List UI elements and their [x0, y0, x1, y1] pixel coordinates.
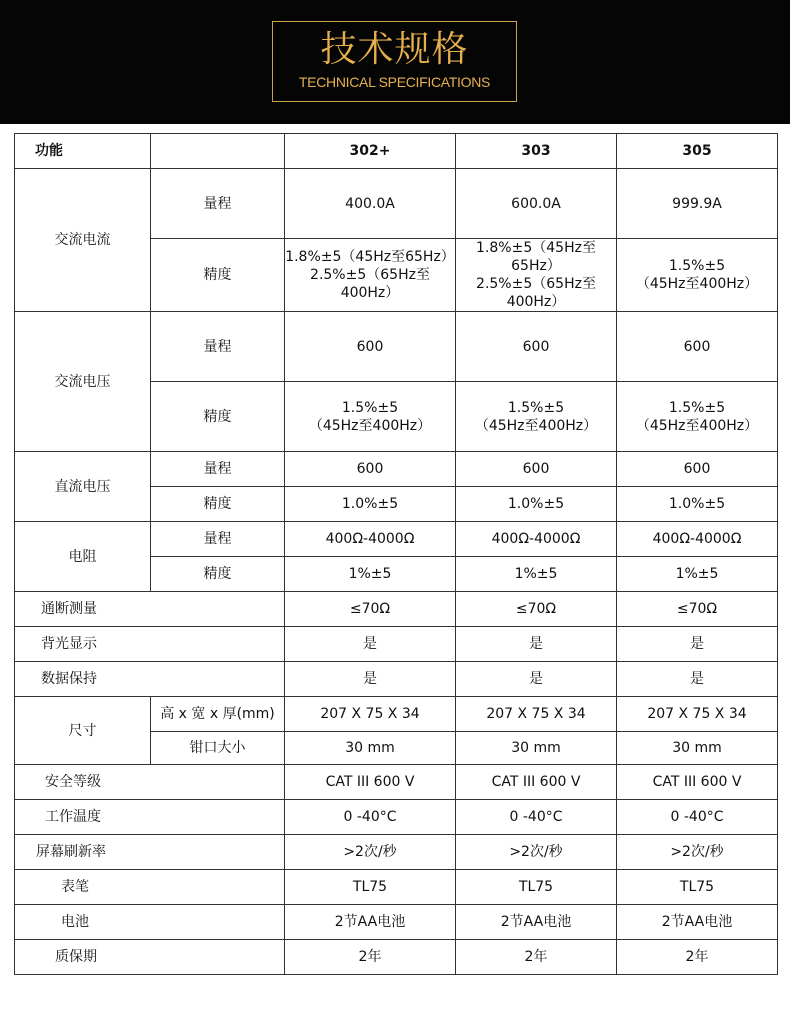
table-cell: 207 X 75 X 34 — [285, 697, 456, 732]
table-cell: 600 — [617, 312, 778, 382]
probe-label: 表笔 — [15, 870, 285, 905]
table-cell: CAT III 600 V — [456, 765, 617, 800]
table-cell: 0 -40°C — [617, 800, 778, 835]
table-row — [15, 522, 778, 557]
table-cell: 30 mm — [285, 732, 456, 765]
header-model-302plus: 302+ — [285, 134, 456, 169]
table-row — [15, 870, 778, 905]
ac-voltage-accuracy-label: 精度 — [151, 382, 285, 452]
continuity-label: 通断测量 — [15, 592, 285, 627]
table-row — [15, 627, 778, 662]
table-cell: TL75 — [456, 870, 617, 905]
table-cell: CAT III 600 V — [285, 765, 456, 800]
resistance-label: 电阻 — [15, 522, 151, 592]
table-cell: 2节AA电池 — [285, 905, 456, 940]
table-cell: 2节AA电池 — [617, 905, 778, 940]
table-cell: 1.8%±5（45Hz至65Hz） 2.5%±5（65Hz至400Hz） — [456, 239, 617, 312]
table-cell: ≤70Ω — [456, 592, 617, 627]
table-cell: 600 — [456, 312, 617, 382]
table-cell: 是 — [456, 627, 617, 662]
header-model-303: 303 — [456, 134, 617, 169]
table-cell: 400Ω-4000Ω — [617, 522, 778, 557]
table-cell: ≤70Ω — [617, 592, 778, 627]
table-cell: 600 — [617, 452, 778, 487]
table-cell: >2次/秒 — [456, 835, 617, 870]
data-hold-label: 数据保持 — [15, 662, 285, 697]
header-blank — [151, 134, 285, 169]
dc-voltage-range-label: 量程 — [151, 452, 285, 487]
table-cell: >2次/秒 — [285, 835, 456, 870]
title-frame — [272, 21, 517, 102]
table-cell: >2次/秒 — [617, 835, 778, 870]
table-row — [15, 835, 778, 870]
table-cell: 1.5%±5 （45Hz至400Hz） — [617, 239, 778, 312]
table-cell: 2年 — [456, 940, 617, 975]
table-cell: TL75 — [285, 870, 456, 905]
table-cell: 1.5%±5 （45Hz至400Hz） — [617, 382, 778, 452]
backlight-label: 背光显示 — [15, 627, 285, 662]
table-cell: 是 — [617, 662, 778, 697]
ac-voltage-label: 交流电压 — [15, 312, 151, 452]
table-row — [15, 940, 778, 975]
warranty-label: 质保期 — [15, 940, 285, 975]
table-cell: 是 — [456, 662, 617, 697]
table-cell: 2节AA电池 — [456, 905, 617, 940]
table-cell: 是 — [285, 627, 456, 662]
table-cell: 是 — [617, 627, 778, 662]
table-cell: 30 mm — [617, 732, 778, 765]
refresh-label: 屏幕刷新率 — [15, 835, 285, 870]
table-row — [15, 592, 778, 627]
table-cell: 是 — [285, 662, 456, 697]
table-cell: 600 — [456, 452, 617, 487]
table-cell: 1.8%±5（45Hz至65Hz） 2.5%±5（65Hz至400Hz） — [285, 239, 456, 312]
ac-voltage-range-label: 量程 — [151, 312, 285, 382]
dc-voltage-accuracy-label: 精度 — [151, 487, 285, 522]
table-cell: TL75 — [617, 870, 778, 905]
header-function: 功能 — [15, 134, 151, 169]
spec-table — [14, 133, 778, 975]
page-subtitle: TECHNICAL SPECIFICATIONS — [298, 74, 491, 90]
table-cell: 1%±5 — [285, 557, 456, 592]
table-cell: 1.5%±5 （45Hz至400Hz） — [285, 382, 456, 452]
table-cell: 1.0%±5 — [456, 487, 617, 522]
table-row — [15, 312, 778, 382]
resistance-range-label: 量程 — [151, 522, 285, 557]
table-cell: 400Ω-4000Ω — [456, 522, 617, 557]
header-banner — [0, 0, 790, 124]
size-label: 尺寸 — [15, 697, 151, 765]
temperature-label: 工作温度 — [15, 800, 285, 835]
table-cell: 999.9A — [617, 169, 778, 239]
table-row — [15, 800, 778, 835]
table-row — [15, 662, 778, 697]
table-cell: 600.0A — [456, 169, 617, 239]
table-cell: 1.5%±5 （45Hz至400Hz） — [456, 382, 617, 452]
table-header-row — [15, 134, 778, 169]
table-cell: 1%±5 — [617, 557, 778, 592]
table-cell: 1.0%±5 — [617, 487, 778, 522]
dc-voltage-label: 直流电压 — [15, 452, 151, 522]
ac-current-accuracy-label: 精度 — [151, 239, 285, 312]
header-model-305: 305 — [617, 134, 778, 169]
size-dims-label: 高 x 宽 x 厚(mm) — [151, 697, 285, 732]
table-cell: 1.0%±5 — [285, 487, 456, 522]
table-row — [15, 905, 778, 940]
resistance-accuracy-label: 精度 — [151, 557, 285, 592]
safety-label: 安全等级 — [15, 765, 285, 800]
table-cell: 207 X 75 X 34 — [617, 697, 778, 732]
table-cell: 400.0A — [285, 169, 456, 239]
table-cell: 0 -40°C — [285, 800, 456, 835]
table-cell: 207 X 75 X 34 — [456, 697, 617, 732]
table-row — [15, 697, 778, 732]
table-cell: 2年 — [285, 940, 456, 975]
table-row — [15, 765, 778, 800]
table-cell: ≤70Ω — [285, 592, 456, 627]
table-cell: 30 mm — [456, 732, 617, 765]
size-jaw-label: 钳口大小 — [151, 732, 285, 765]
battery-label: 电池 — [15, 905, 285, 940]
table-cell: 1%±5 — [456, 557, 617, 592]
table-cell: 600 — [285, 312, 456, 382]
table-cell: 0 -40°C — [456, 800, 617, 835]
ac-current-range-label: 量程 — [151, 169, 285, 239]
table-cell: 400Ω-4000Ω — [285, 522, 456, 557]
table-cell: 2年 — [617, 940, 778, 975]
page-title: 技术规格 — [320, 29, 469, 70]
table-cell: CAT III 600 V — [617, 765, 778, 800]
ac-current-label: 交流电流 — [15, 169, 151, 312]
table-cell: 600 — [285, 452, 456, 487]
table-row — [15, 452, 778, 487]
table-row — [15, 169, 778, 239]
